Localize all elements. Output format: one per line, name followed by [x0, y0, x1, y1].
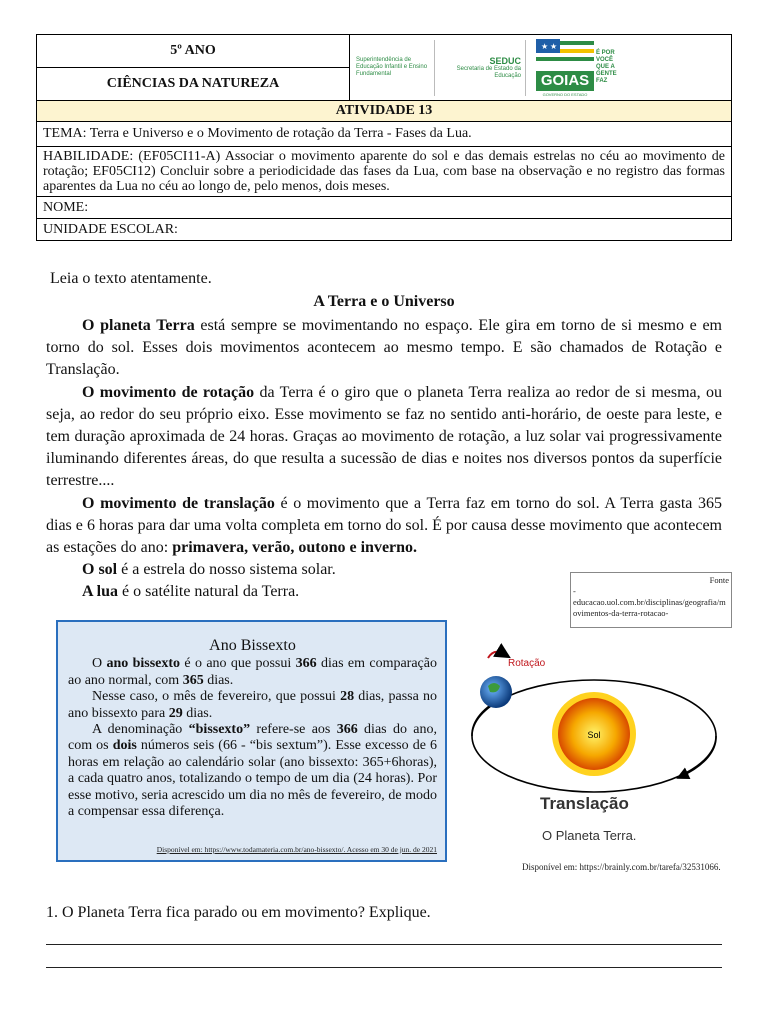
intro-text: Leia o texto atentamente. [50, 270, 212, 287]
translation-diagram [466, 638, 728, 848]
text-run: dias. [182, 705, 213, 721]
unidade-escolar-field[interactable]: UNIDADE ESCOLAR: [37, 219, 732, 241]
logo-divider [525, 40, 526, 96]
paragraph-text: da Terra é o giro que o planeta Terra realiza ao redor de si mesma, ou seja, ao redor do seu próprio eixo. Esse movimento se faz no sentido anti-horário, de oeste para leste, e tem duração aproximada de 24 horas. Graças ao movimento de rotação, a luz solar vai progressivamente iluminando diferentes áreas, do que resulta a sucessão de dias e noites nos diversos pontos da superfície terrestre.... [46, 383, 722, 490]
superintendencia-logo-text: Superintendência de Educação Infantil e Ensino Fundamental [356, 57, 428, 77]
grade-label: 5º ANO [37, 35, 350, 68]
text-run: Nesse caso, o mês de fevereiro, que possui [92, 689, 341, 705]
bold-term: O movimento de rotação [82, 383, 255, 401]
text-run: dias. [203, 672, 234, 688]
bold-run: 29 [168, 705, 183, 721]
goias-logo-word: GOIAS [536, 71, 594, 91]
bold-run: dois [112, 738, 137, 754]
paragraph-rotacao [46, 382, 722, 493]
fonte-box [570, 572, 732, 628]
answer-line[interactable] [46, 944, 722, 945]
rotation-label: Rotação [508, 658, 546, 669]
text-run: dias, passa no ano bissexto para [68, 689, 437, 721]
paragraph-text: está sempre se movimentando no espaço. Ele gira em torno de si mesmo e em torno do sol. Esses dois movimentos acontecem ao mesmo tempo. E são chamados de Rotação e Translação. [46, 317, 722, 379]
seasons-text: primavera, verão, outono e inverno. [172, 539, 418, 557]
ano-bissexto-paragraph [68, 722, 437, 820]
paragraph-translacao [46, 493, 722, 560]
paragraph-planeta [46, 315, 722, 382]
text-run: dias em comparação ao ano normal, com [68, 656, 437, 688]
fonte-dash: - [573, 586, 576, 596]
activity-title: ATIVIDADE 13 [37, 101, 732, 122]
ano-bissexto-paragraph [68, 656, 437, 689]
bold-term: A lua [82, 583, 119, 601]
bold-term: O sol [82, 561, 118, 579]
svg-text:★: ★ [550, 41, 558, 51]
subject-label: CIÊNCIAS DA NATUREZA [37, 68, 350, 101]
bold-run: 28 [340, 689, 355, 705]
goias-slogan: É POR VOCÊ QUE A GENTE FAZ [596, 50, 617, 84]
ano-bissexto-box [56, 620, 447, 862]
answer-line[interactable] [46, 967, 722, 968]
logo-divider [434, 40, 435, 96]
text-run: números seis (66 - “bis sextum”). Esse excesso de 6 horas em relação ao calendário solar (ano bissexto: 365+6horas), a cada quatro anos, totalizando o tempo de um dia (24 horas). Por esse motivo, seria acrescido um dia no mês de fevereiro, de modo a compensar essa diferença. [68, 738, 437, 820]
paragraph-text: é o movimento que a Terra faz em torno do sol. A Terra gasta 365 dias e 6 horas para dar uma volta completa em torno do sol. É por causa desse movimento que acontecem as estações do ano: [46, 494, 722, 557]
bold-run: “bissexto” [188, 722, 251, 738]
text-run: dias do ano, com os [68, 722, 437, 754]
bold-run: 366 [336, 722, 358, 738]
orbit-arrow [682, 736, 716, 776]
bold-run: ano bissexto [106, 656, 181, 672]
nome-field[interactable]: NOME: [37, 197, 732, 219]
paragraph-text: é a estrela do nosso sistema solar. [117, 561, 336, 579]
seduc-logo-title: SEDUC [489, 55, 521, 66]
logos-cell [350, 35, 732, 101]
bold-run: 366 [295, 656, 317, 672]
goias-logo [536, 39, 622, 97]
header-table [36, 34, 732, 241]
habilidade-row: HABILIDADE: (EF05CI11-A) Associar o movimento aparente do sol e das demais estrelas no céu ao movimento de rotação; EF05CI12) Concluir sobre a periodicidade das fases da Lua, com base na observação e no registro das formas aparentes da Lua no céu ao longo de, pelo menos, dois meses. [37, 147, 732, 197]
fonte-url[interactable]: educacao.uol.com.br/disciplinas/geografia/movimentos-da-terra-rotacao- [573, 597, 726, 618]
article-body [46, 315, 722, 604]
text-run: é o ano que possui [180, 656, 296, 672]
ano-bissexto-paragraph [68, 689, 437, 722]
ano-bissexto-title: Ano Bissexto [209, 637, 296, 654]
seduc-logo [439, 56, 521, 80]
goias-logo-sub: GOVERNO DO ESTADO [542, 91, 588, 97]
article-title: A Terra e o Universo [313, 293, 455, 310]
bold-run: 365 [182, 672, 204, 688]
svg-text:★: ★ [541, 41, 549, 51]
rotation-arrow-icon [488, 652, 504, 658]
question-1: 1. O Planeta Terra fica parado ou em movimento? Explique. [46, 904, 431, 921]
paragraph-text: é o satélite natural da Terra. [118, 583, 300, 601]
translation-label: Translação [540, 794, 629, 813]
text-run: A denominação [92, 722, 189, 738]
text-run: refere-se aos [250, 722, 337, 738]
bold-term: O movimento de translação [82, 494, 275, 512]
seduc-logo-subtitle: Secretaria de Estado da Educação [456, 65, 521, 79]
bold-term: O planeta Terra [82, 317, 195, 334]
tema-row: TEMA: Terra e Universo e o Movimento de rotação da Terra - Fases da Lua. [37, 122, 732, 147]
fonte-label: Fonte [709, 575, 729, 585]
text-run: O [92, 656, 107, 672]
sun-label: Sol [587, 730, 601, 740]
ano-bissexto-source[interactable]: Disponível em: https://www.todamateria.com.br/ano-bissexto/. Acesso em 30 de jun. de 2021 [156, 844, 437, 854]
goias-flag-icon [536, 39, 594, 67]
diagram-source[interactable]: Disponível em: https://brainly.com.br/tarefa/32531066. [522, 862, 721, 872]
diagram-caption: O Planeta Terra. [542, 828, 637, 843]
earth-icon [480, 676, 512, 708]
